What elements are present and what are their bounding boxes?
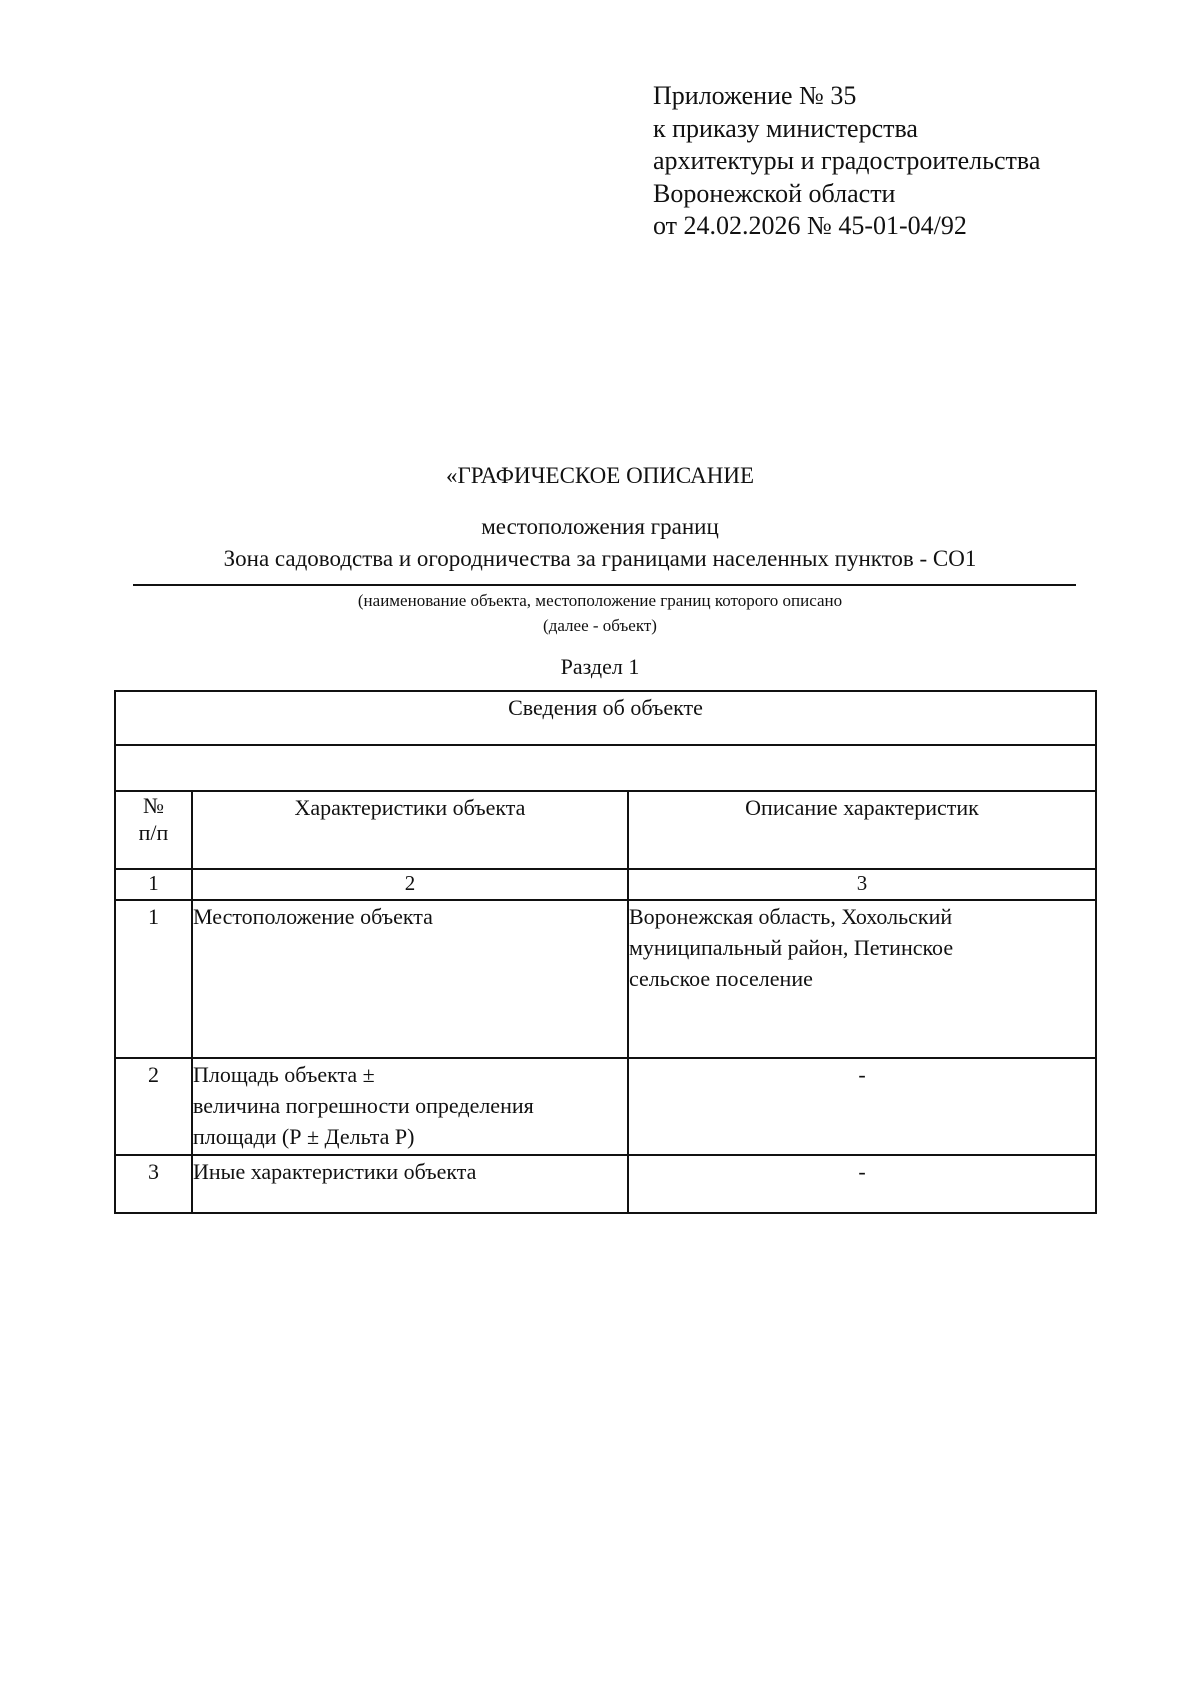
row-description-line: Воронежская область, Хохольский xyxy=(629,904,953,929)
column-index-cell: 3 xyxy=(628,869,1096,900)
header-description: Описание характеристик xyxy=(628,791,1096,869)
table-row xyxy=(115,900,1096,1058)
table-row xyxy=(115,1155,1096,1213)
row-characteristic-line: Иные характеристики объекта xyxy=(193,1159,477,1184)
appendix-block xyxy=(653,80,1040,243)
object-caption-line1: (наименование объекта, местоположение границ которого описано xyxy=(357,591,843,610)
document-title: «ГРАФИЧЕСКОЕ ОПИСАНИЕ xyxy=(445,463,754,488)
header-characteristics: Характеристики объекта xyxy=(192,791,628,869)
column-index-cell: 1 xyxy=(115,869,192,900)
underline-divider xyxy=(133,584,1076,586)
row-characteristic xyxy=(192,1058,628,1155)
appendix-line: архитектуры и градостроительства xyxy=(653,146,1041,175)
empty-cell xyxy=(115,745,1096,791)
appendix-line: Приложение № 35 xyxy=(653,81,857,110)
column-index-cell: 2 xyxy=(192,869,628,900)
header-num-line2: п/п xyxy=(138,820,169,845)
table-header-row xyxy=(115,791,1096,869)
appendix-line: Воронежской области xyxy=(653,178,896,208)
row-characteristic-line: площади (Р ± Дельта Р) xyxy=(193,1124,415,1149)
section-label: Раздел 1 xyxy=(560,654,640,679)
row-num: 3 xyxy=(115,1155,192,1213)
row-num: 2 xyxy=(115,1058,192,1155)
header-num-line1: № xyxy=(143,793,164,818)
row-characteristic xyxy=(192,900,628,1058)
object-name: Зона садоводства и огородничества за границами населенных пунктов - СО1 xyxy=(223,546,977,571)
row-description xyxy=(628,900,1096,1058)
row-description: - xyxy=(628,1155,1096,1213)
header-num xyxy=(115,791,192,869)
row-characteristic-line: величина погрешности определения xyxy=(193,1093,534,1118)
object-caption-line2: (далее - объект) xyxy=(543,616,657,635)
row-description-line: муниципальный район, Петинское xyxy=(629,935,954,960)
table-empty-row xyxy=(115,745,1096,791)
row-characteristic-line: Местоположение объекта xyxy=(193,904,433,929)
column-index-row xyxy=(115,869,1096,900)
table-title-row xyxy=(115,691,1096,745)
row-characteristic-line: Площадь объекта ± xyxy=(193,1062,375,1087)
row-description: - xyxy=(628,1058,1096,1155)
object-info-table xyxy=(114,690,1097,1214)
table-title: Сведения об объекте xyxy=(115,691,1096,745)
document-subtitle: местоположения границ xyxy=(481,514,719,539)
row-characteristic xyxy=(192,1155,628,1213)
row-num: 1 xyxy=(115,900,192,1058)
appendix-line: к приказу министерства xyxy=(653,113,918,143)
appendix-line: от 24.02.2026 № 45-01-04/92 xyxy=(653,211,967,240)
table-row xyxy=(115,1058,1096,1155)
row-description-line: сельское поселение xyxy=(629,966,813,991)
